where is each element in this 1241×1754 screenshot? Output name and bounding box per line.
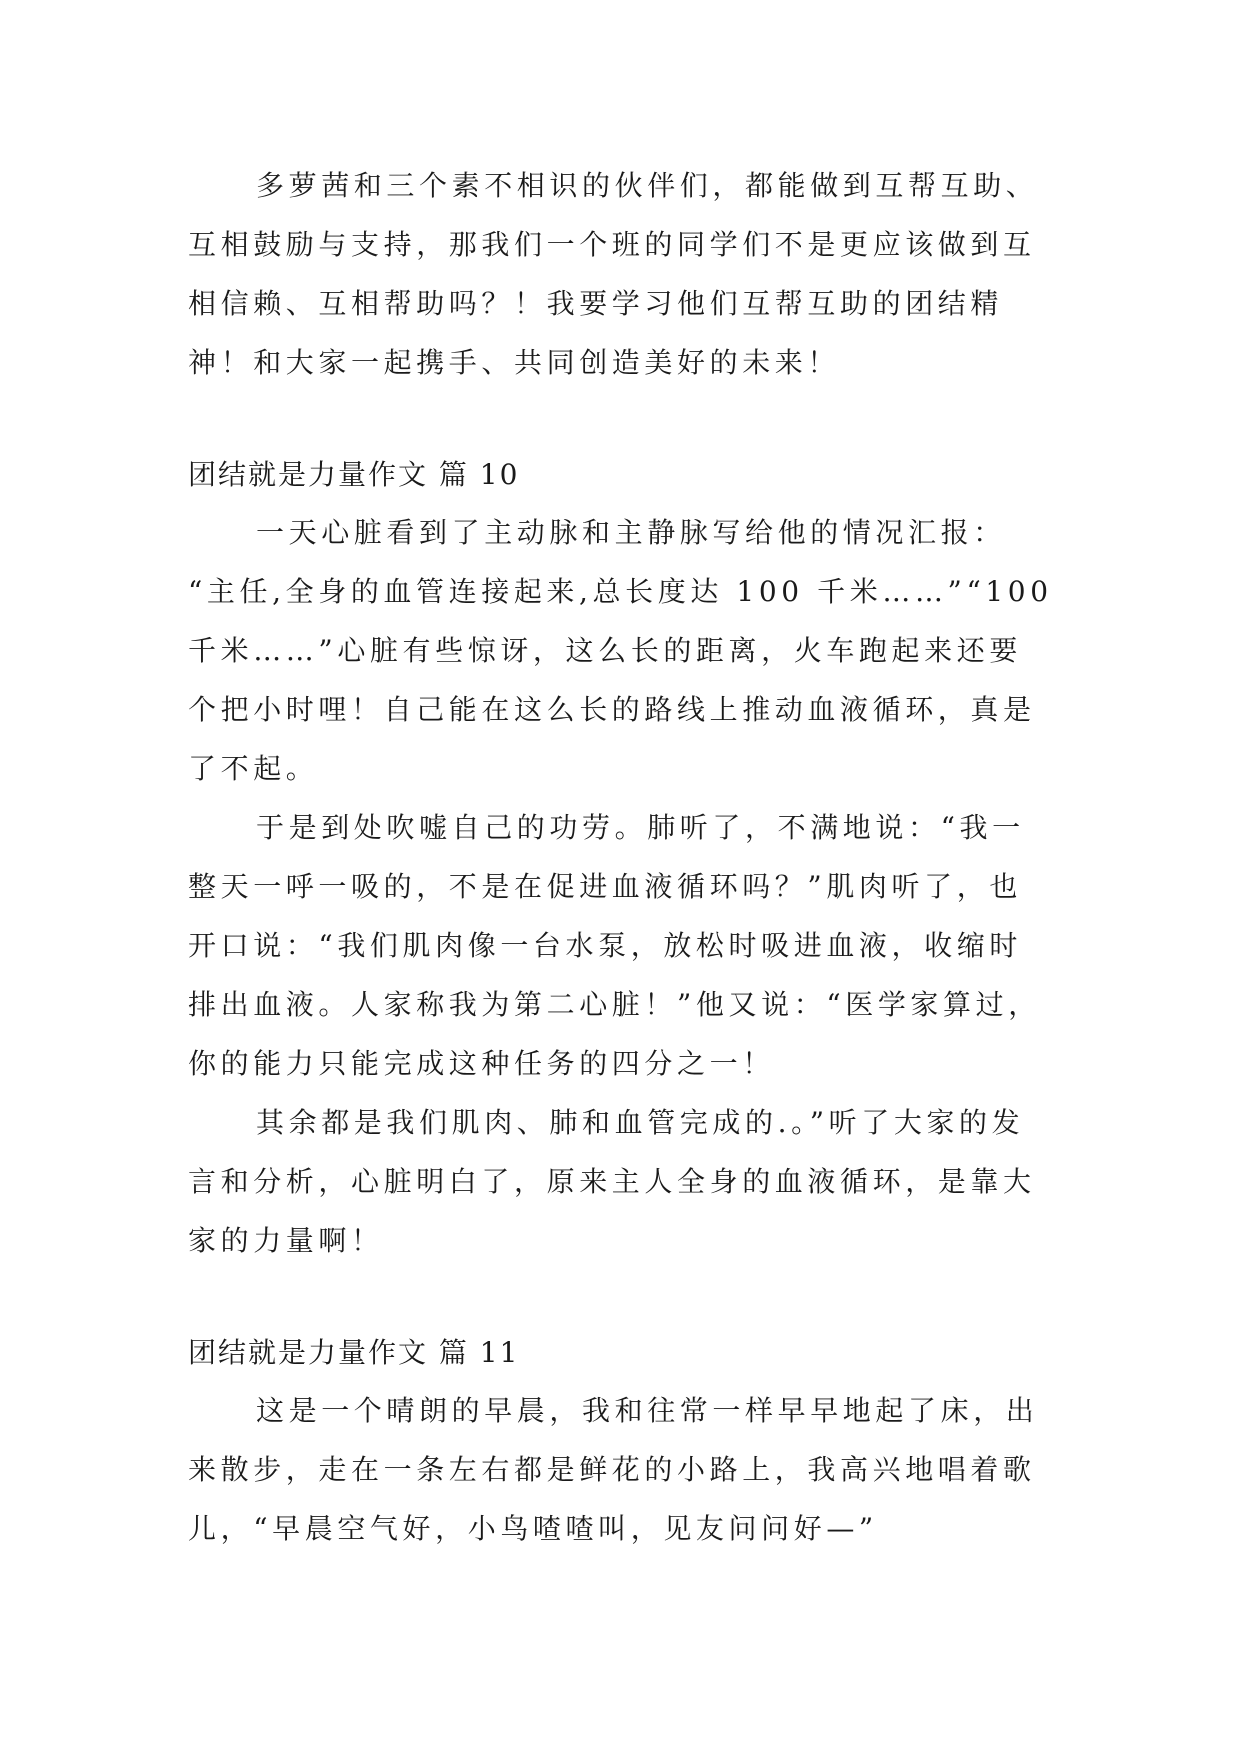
paragraph-line: 相信赖、互相帮助吗？！我要学习他们互帮互助的团结精	[188, 287, 1004, 320]
paragraph-line: 儿，“早晨空气好，小鸟喳喳叫，见友问问好—”	[188, 1512, 878, 1545]
paragraph-line: 这是一个晴朗的早晨，我和往常一样早早地起了床，出	[256, 1394, 1039, 1427]
paragraph-line: 来散步，走在一条左右都是鲜花的小路上，我高兴地唱着歌	[188, 1453, 1036, 1486]
paragraph-line: 多萝茜和三个素不相识的伙伴们，都能做到互帮互助、	[256, 169, 1039, 202]
paragraph-line: 整天一呼一吸的，不是在促进血液循环吗？”肌肉听了，也	[188, 870, 1022, 903]
paragraph-line: 排出血液。人家称我为第二心脏！”他又说：“医学家算过，	[188, 988, 1041, 1021]
paragraph-line: 神！和大家一起携手、共同创造美好的未来！	[188, 346, 841, 379]
paragraph-line: 一天心脏看到了主动脉和主静脉写给他的情况汇报：	[256, 516, 1006, 549]
section-title: 团结就是力量作文 篇 11	[188, 1336, 520, 1369]
paragraph-line: 家的力量啊！	[188, 1224, 384, 1257]
paragraph-line: 了不起。	[188, 752, 319, 785]
paragraph-line: 于是到处吹嘘自己的功劳。肺听了，不满地说：“我一	[256, 811, 1025, 844]
paragraph-line: “主任,全身的血管连接起来,总长度达 100 千米……”“100	[188, 575, 1053, 608]
paragraph-line: 千米……”心脏有些惊讶，这么长的距离，火车跑起来还要	[188, 634, 1022, 667]
paragraph-line: 你的能力只能完成这种任务的四分之一！	[188, 1047, 775, 1080]
paragraph-line: 个把小时哩！自己能在这么长的路线上推动血液循环，真是	[188, 693, 1036, 726]
paragraph-line: 开口说：“我们肌肉像一台水泵，放松时吸进血液，收缩时	[188, 929, 1022, 962]
paragraph-line: 互相鼓励与支持，那我们一个班的同学们不是更应该做到互	[188, 228, 1036, 261]
paragraph-line: 其余都是我们肌肉、肺和血管完成的.。”听了大家的发	[256, 1106, 1025, 1139]
paragraph-line: 言和分析，心脏明白了，原来主人全身的血液循环，是靠大	[188, 1165, 1036, 1198]
section-title: 团结就是力量作文 篇 10	[188, 458, 520, 491]
